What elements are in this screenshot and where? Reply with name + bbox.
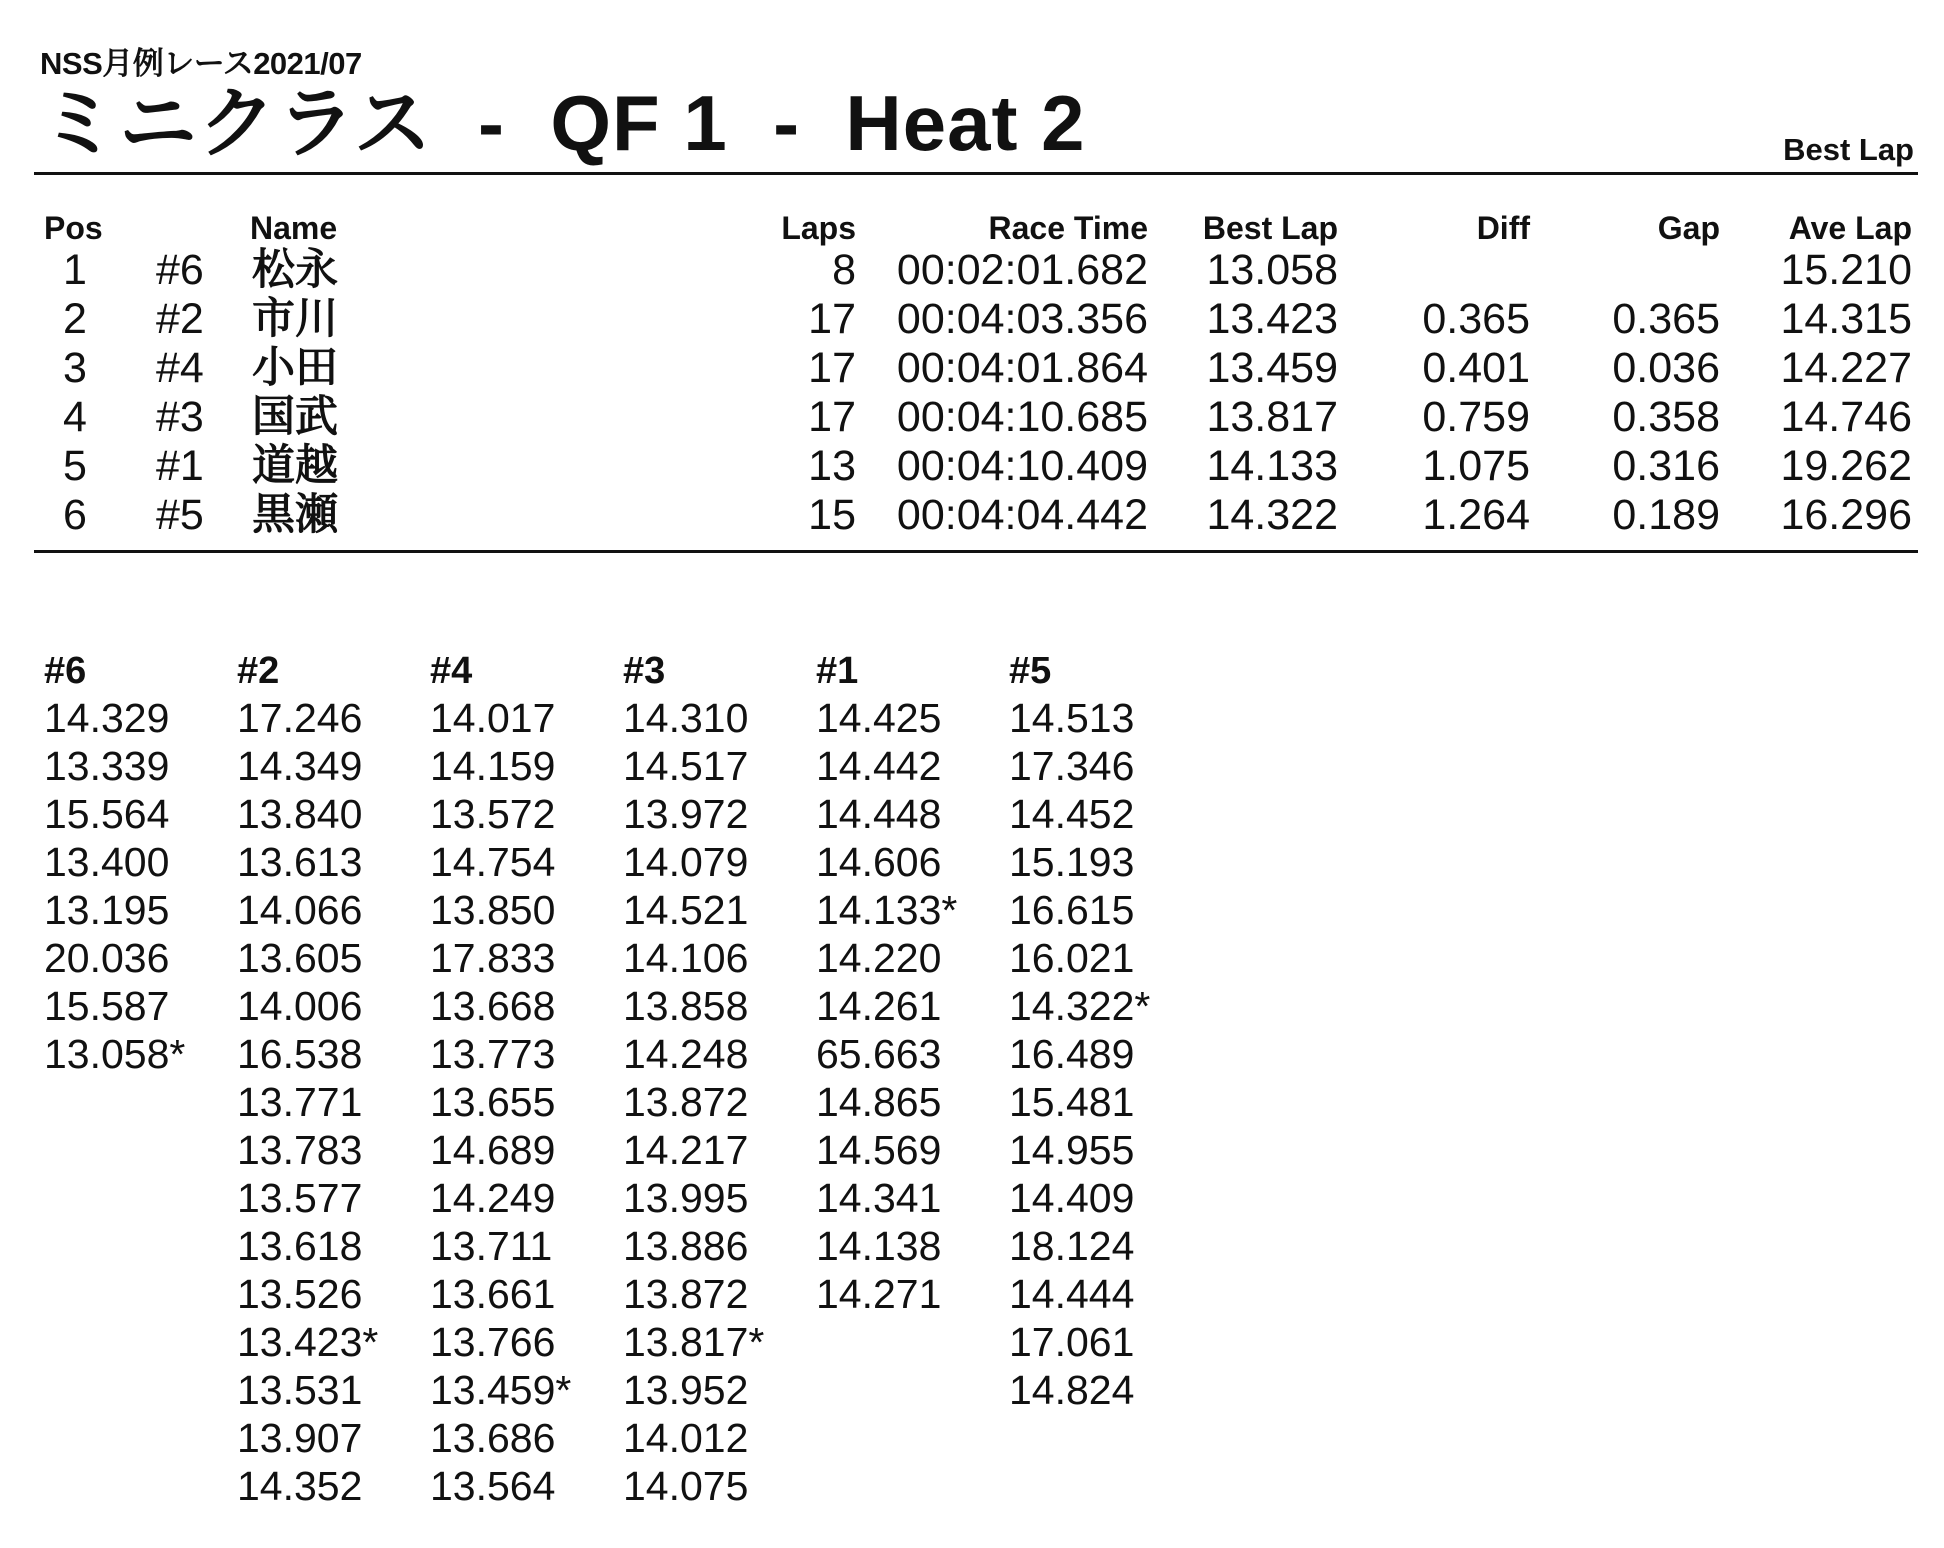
- lap-time: 13.773: [430, 1031, 556, 1077]
- lap-time: 14.248: [623, 1031, 749, 1077]
- lap-time: 14.606: [816, 839, 942, 885]
- cell-laps: 17: [808, 295, 856, 343]
- cell-ave-lap: 14.227: [1780, 344, 1912, 392]
- lap-time: 15.481: [1009, 1079, 1135, 1125]
- cell-pos: 5: [63, 442, 87, 490]
- report-subtitle: NSS月例レース2021/07: [40, 46, 362, 81]
- lap-time: 18.124: [1009, 1223, 1135, 1269]
- lap-time: 14.754: [430, 839, 556, 885]
- col-header-pos: Pos: [44, 210, 103, 246]
- lap-time: 13.711: [430, 1223, 553, 1269]
- lap-column-car-number: #5: [1009, 650, 1052, 692]
- lap-time: 13.952: [623, 1367, 749, 1413]
- lap-time: 14.865: [816, 1079, 942, 1125]
- lap-time: 13.886: [623, 1223, 749, 1269]
- lap-time: 13.526: [237, 1271, 363, 1317]
- lap-time: 13.531: [237, 1367, 363, 1413]
- lap-time: 16.538: [237, 1031, 363, 1077]
- cell-driver-name: 松永: [252, 246, 338, 294]
- cell-car-number: #1: [156, 442, 204, 490]
- lap-time: 14.075: [623, 1463, 749, 1509]
- title-heat: Heat 2: [845, 79, 1086, 167]
- lap-column-car-number: #2: [237, 650, 280, 692]
- lap-time: 13.339: [44, 743, 170, 789]
- lap-column: [812, 648, 1002, 1318]
- cell-race-time: 00:04:03.356: [896, 295, 1148, 343]
- result-row: [0, 344, 1944, 393]
- col-header-ave-lap: Ave Lap: [1788, 210, 1912, 246]
- lap-time: 13.668: [430, 983, 556, 1029]
- lap-time: 15.564: [44, 791, 170, 837]
- lap-time: 17.246: [237, 695, 363, 741]
- lap-time: 13.783: [237, 1127, 363, 1173]
- lap-column: [426, 648, 616, 1510]
- col-header-diff: Diff: [1476, 210, 1530, 246]
- lap-time: 14.006: [237, 983, 363, 1029]
- lap-column-car-number: #3: [623, 650, 666, 692]
- lap-time: 13.771: [237, 1079, 363, 1125]
- lap-time: 13.872: [623, 1079, 749, 1125]
- lap-time: 14.017: [430, 695, 556, 741]
- cell-driver-name: 市川: [252, 295, 338, 343]
- cell-laps: 17: [808, 344, 856, 392]
- lap-times-grid: [0, 648, 1944, 1528]
- lap-time: 14.824: [1009, 1367, 1135, 1413]
- lap-time: 17.346: [1009, 743, 1135, 789]
- cell-best-lap: 14.133: [1206, 442, 1338, 490]
- lap-time: 13.840: [237, 791, 363, 837]
- cell-race-time: 00:04:10.685: [896, 393, 1148, 441]
- lap-time: 14.220: [816, 935, 942, 981]
- lap-time: 17.833: [430, 935, 556, 981]
- lap-time: 13.766: [430, 1319, 556, 1365]
- lap-time: 14.352: [237, 1463, 363, 1509]
- cell-diff: 0.401: [1422, 344, 1530, 392]
- lap-time: 13.195: [44, 887, 170, 933]
- lap-time: 65.663: [816, 1031, 942, 1077]
- lap-time: 14.138: [816, 1223, 942, 1269]
- lap-time: 14.425: [816, 695, 942, 741]
- lap-time: 14.409: [1009, 1175, 1135, 1221]
- lap-time: 14.066: [237, 887, 363, 933]
- lap-time: 14.341: [816, 1175, 942, 1221]
- lap-column-car-number: #1: [816, 650, 859, 692]
- result-row: [0, 393, 1944, 442]
- lap-time: 17.061: [1009, 1319, 1135, 1365]
- lap-time: 14.442: [816, 743, 942, 789]
- cell-laps: 15: [808, 491, 856, 539]
- lap-time: 16.489: [1009, 1031, 1135, 1077]
- lap-time: 14.689: [430, 1127, 556, 1173]
- cell-gap: 0.189: [1612, 491, 1720, 539]
- cell-pos: 4: [63, 393, 87, 441]
- cell-car-number: #4: [156, 344, 204, 392]
- cell-driver-name: 黒瀬: [252, 491, 338, 539]
- cell-pos: 6: [63, 491, 87, 539]
- cell-gap: 0.316: [1612, 442, 1720, 490]
- lap-time: 13.400: [44, 839, 170, 885]
- cell-ave-lap: 16.296: [1780, 491, 1912, 539]
- cell-race-time: 00:04:10.409: [896, 442, 1148, 490]
- title-separator: -: [478, 79, 505, 167]
- cell-diff: 0.759: [1422, 393, 1530, 441]
- lap-time: 14.271: [816, 1271, 942, 1317]
- cell-car-number: #2: [156, 295, 204, 343]
- cell-pos: 3: [63, 344, 87, 392]
- cell-ave-lap: 14.315: [1780, 295, 1912, 343]
- lap-time: 13.686: [430, 1415, 556, 1461]
- cell-laps: 13: [808, 442, 856, 490]
- cell-gap: 0.358: [1612, 393, 1720, 441]
- cell-race-time: 00:04:01.864: [896, 344, 1148, 392]
- lap-column-car-number: #6: [44, 650, 87, 692]
- cell-best-lap: 13.058: [1206, 246, 1338, 294]
- cell-ave-lap: 15.210: [1780, 246, 1912, 294]
- cell-gap: 0.365: [1612, 295, 1720, 343]
- lap-time: 13.058*: [44, 1031, 186, 1077]
- lap-time: 14.329: [44, 695, 170, 741]
- lap-time: 13.872: [623, 1271, 749, 1317]
- lap-column: [233, 648, 423, 1510]
- lap-column: [40, 648, 230, 1078]
- lap-time: 13.661: [430, 1271, 556, 1317]
- col-header-gap: Gap: [1657, 210, 1720, 246]
- lap-time: 14.444: [1009, 1271, 1135, 1317]
- cell-car-number: #5: [156, 491, 204, 539]
- lap-time: 13.618: [237, 1223, 363, 1269]
- cell-laps: 8: [832, 246, 856, 294]
- lap-time: 16.615: [1009, 887, 1135, 933]
- results-table: [0, 210, 1944, 540]
- result-row: [0, 295, 1944, 344]
- title-separator: -: [773, 79, 801, 167]
- title-class: ミニクラス: [40, 79, 433, 167]
- lap-time: 14.310: [623, 695, 749, 741]
- cell-pos: 2: [63, 295, 87, 343]
- lap-time: 20.036: [44, 935, 170, 981]
- lap-time: 13.655: [430, 1079, 556, 1125]
- lap-time: 14.521: [623, 887, 749, 933]
- title-stage: QF 1: [550, 79, 728, 167]
- cell-driver-name: 小田: [252, 344, 338, 392]
- cell-race-time: 00:02:01.682: [896, 246, 1148, 294]
- lap-time: 13.605: [237, 935, 363, 981]
- lap-time: 14.159: [430, 743, 556, 789]
- divider-bottom: [34, 550, 1918, 553]
- lap-time: 13.972: [623, 791, 749, 837]
- cell-ave-lap: 14.746: [1780, 393, 1912, 441]
- sort-mode-label: Best Lap: [1783, 132, 1914, 167]
- lap-time: 13.572: [430, 791, 556, 837]
- lap-time: 14.349: [237, 743, 363, 789]
- cell-pos: 1: [63, 246, 87, 294]
- cell-driver-name: 道越: [252, 442, 338, 490]
- divider-top: [34, 172, 1918, 175]
- cell-gap: 0.036: [1612, 344, 1720, 392]
- lap-time: 14.217: [623, 1127, 749, 1173]
- cell-diff: 1.075: [1422, 442, 1530, 490]
- lap-time: 14.322*: [1009, 983, 1151, 1029]
- lap-time: 13.613: [237, 839, 363, 885]
- lap-time: 14.448: [816, 791, 942, 837]
- col-header-best-lap: Best Lap: [1202, 210, 1338, 246]
- cell-best-lap: 14.322: [1206, 491, 1338, 539]
- cell-laps: 17: [808, 393, 856, 441]
- lap-time: 13.577: [237, 1175, 363, 1221]
- report-title: [40, 78, 1086, 168]
- results-body: [0, 246, 1944, 540]
- col-header-race-time: Race Time: [988, 210, 1148, 246]
- result-row: [0, 246, 1944, 295]
- cell-diff: 1.264: [1422, 491, 1530, 539]
- cell-best-lap: 13.817: [1206, 393, 1338, 441]
- cell-car-number: #3: [156, 393, 204, 441]
- col-header-laps: Laps: [781, 210, 856, 246]
- cell-race-time: 00:04:04.442: [896, 491, 1148, 539]
- cell-ave-lap: 19.262: [1780, 442, 1912, 490]
- lap-time: 13.817*: [623, 1319, 765, 1365]
- lap-time: 14.249: [430, 1175, 556, 1221]
- lap-column-car-number: #4: [430, 650, 473, 692]
- lap-time: 14.012: [623, 1415, 749, 1461]
- lap-time: 13.907: [237, 1415, 363, 1461]
- result-row: [0, 442, 1944, 491]
- lap-time: 14.517: [623, 743, 749, 789]
- lap-time: 14.106: [623, 935, 749, 981]
- cell-best-lap: 13.423: [1206, 295, 1338, 343]
- lap-time: 13.858: [623, 983, 749, 1029]
- cell-diff: 0.365: [1422, 295, 1530, 343]
- lap-time: 13.995: [623, 1175, 749, 1221]
- lap-column: [1005, 648, 1195, 1414]
- cell-best-lap: 13.459: [1206, 344, 1338, 392]
- lap-column: [619, 648, 809, 1510]
- lap-time: 14.569: [816, 1127, 942, 1173]
- lap-time: 14.261: [816, 983, 942, 1029]
- cell-car-number: #6: [156, 246, 204, 294]
- lap-time: 13.459*: [430, 1367, 572, 1413]
- lap-time: 13.423*: [237, 1319, 379, 1365]
- lap-time: 14.955: [1009, 1127, 1135, 1173]
- lap-time: 13.564: [430, 1463, 556, 1509]
- col-header-name: Name: [250, 210, 338, 246]
- result-row: [0, 491, 1944, 540]
- lap-time: 15.193: [1009, 839, 1135, 885]
- lap-time: 14.513: [1009, 695, 1135, 741]
- lap-time: 13.850: [430, 887, 556, 933]
- lap-time: 14.452: [1009, 791, 1135, 837]
- lap-time: 15.587: [44, 983, 170, 1029]
- lap-time: 14.079: [623, 839, 749, 885]
- lap-time: 14.133*: [816, 887, 958, 933]
- results-header-row: [0, 210, 1944, 246]
- lap-time: 16.021: [1009, 935, 1135, 981]
- cell-driver-name: 国武: [252, 393, 338, 441]
